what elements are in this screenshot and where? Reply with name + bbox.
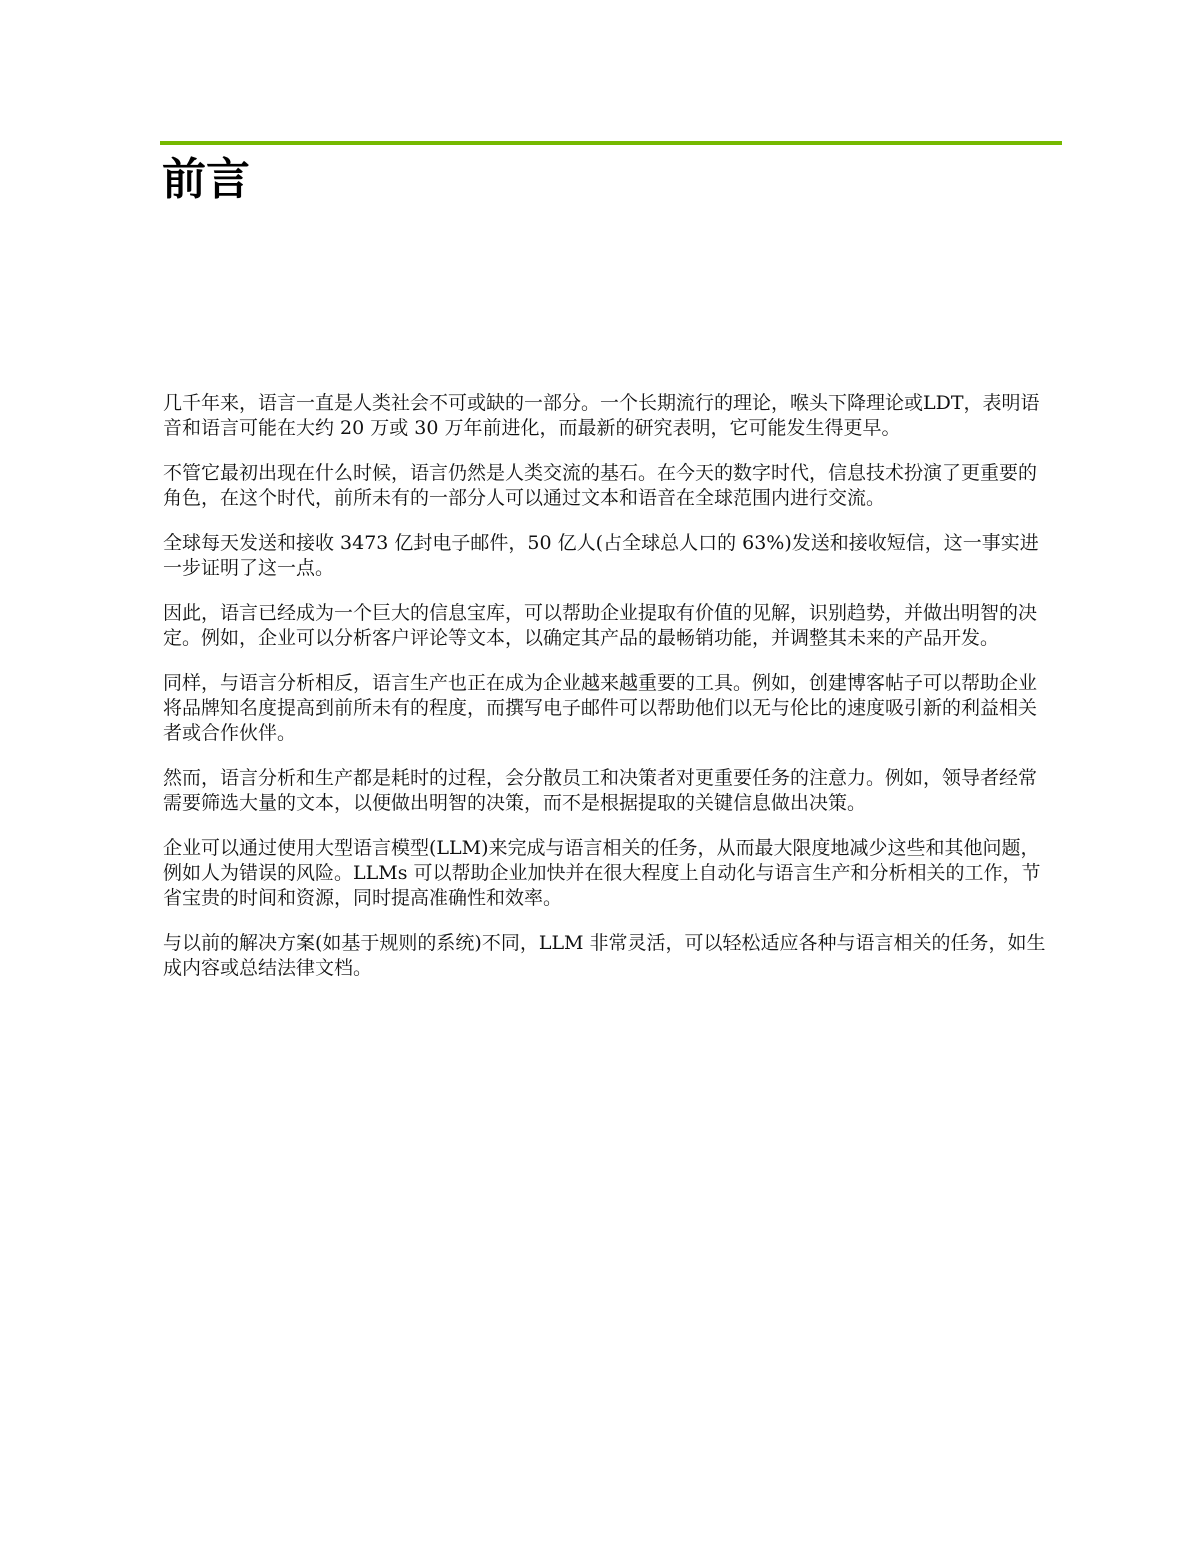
paragraph-3: 全球每天发送和接收 3473 亿封电子邮件，50 亿人(占全球总人口的 63%)发送和接收短信，这一事实进一步证明了这一点。 <box>163 532 1039 579</box>
paragraph-8: 与以前的解决方案(如基于规则的系统)不同，LLM 非常灵活，可以轻松适应各种与语言相关的任务，如生成内容或总结法律文档。 <box>163 932 1046 979</box>
paragraph-2: 不管它最初出现在什么时候，语言仍然是人类交流的基石。在今天的数字时代，信息技术扮演了更重要的角色，在这个时代，前所未有的一部分人可以通过文本和语音在全球范围内进行交流。 <box>163 462 1038 509</box>
page-title: 前言 <box>162 154 250 205</box>
document-body <box>163 391 1055 1001</box>
paragraph-4: 因此，语言已经成为一个巨大的信息宝库，可以帮助企业提取有价值的见解，识别趋势，并做出明智的决定。例如，企业可以分析客户评论等文本，以确定其产品的最畅销功能，并调整其未来的产品开发。 <box>163 602 1038 649</box>
paragraph-7: 企业可以通过使用大型语言模型(LLM)来完成与语言相关的任务，从而最大限度地减少这些和其他问题，例如人为错误的风险。LLMs 可以帮助企业加快并在很大程度上自动化与语言生产和分析相关的工作，节省宝贵的时间和资源，同时提高准确性和效率。 <box>163 837 1041 909</box>
paragraph-6: 然而，语言分析和生产都是耗时的过程，会分散员工和决策者对更重要任务的注意力。例如，领导者经常需要筛选大量的文本，以便做出明智的决策，而不是根据提取的关键信息做出决策。 <box>163 767 1038 814</box>
title-rule <box>160 141 1062 145</box>
paragraph-5: 同样，与语言分析相反，语言生产也正在成为企业越来越重要的工具。例如，创建博客帖子可以帮助企业将品牌知名度提高到前所未有的程度，而撰写电子邮件可以帮助他们以无与伦比的速度吸引新的利益相关者或合作伙伴。 <box>163 672 1038 744</box>
paragraph-1: 几千年来，语言一直是人类社会不可或缺的一部分。一个长期流行的理论，喉头下降理论或LDT，表明语音和语言可能在大约 20 万或 30 万年前进化，而最新的研究表明，它可能发生得更早。 <box>163 392 1040 439</box>
